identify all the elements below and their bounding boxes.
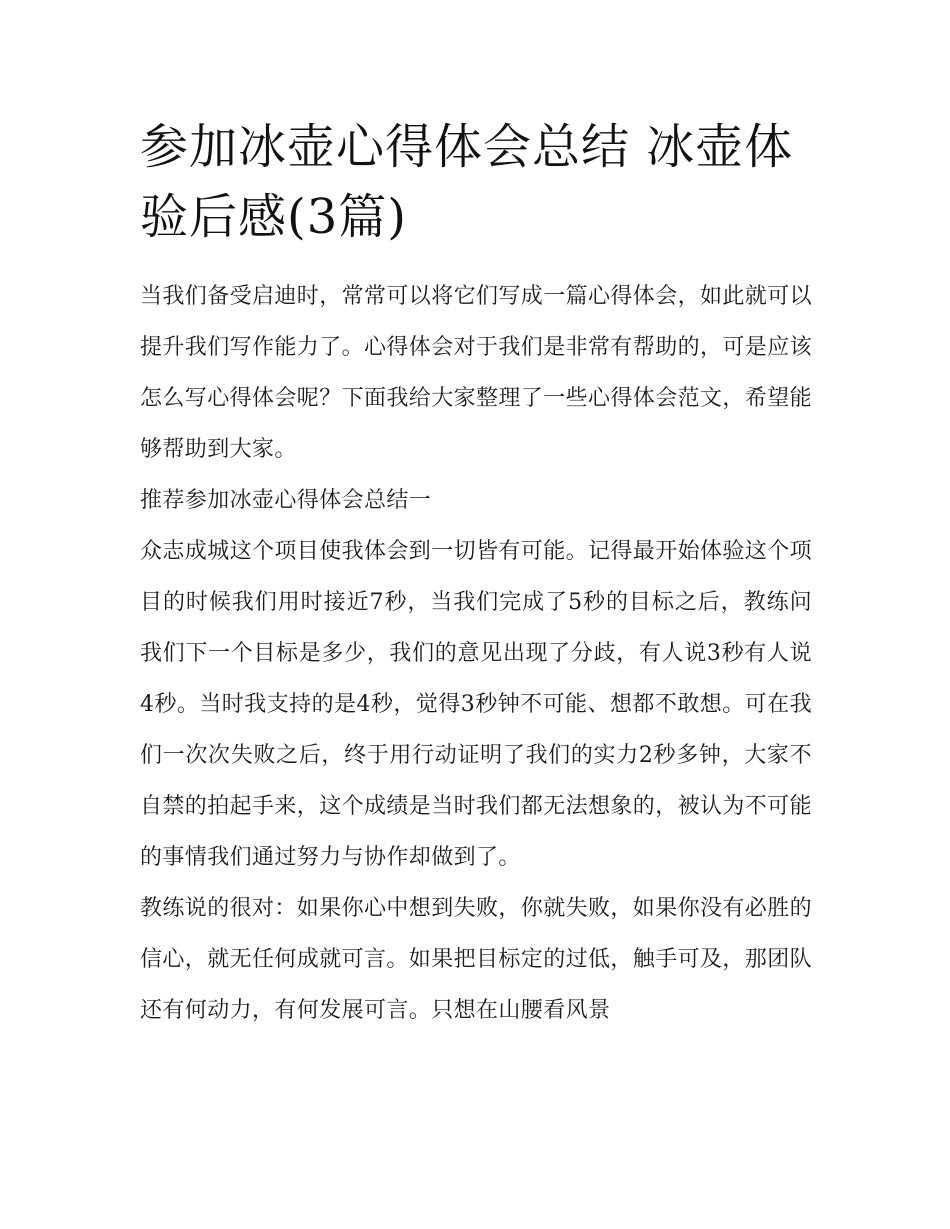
document-page xyxy=(140,112,812,1036)
section-heading: 推荐参加冰壶心得体会总结一 xyxy=(140,488,432,513)
body-paragraph: 众志成城这个项目使我体会到一切皆有可能。记得最开始体验这个项目的时候我们用时接近7秒，当我们完成了5秒的目标之后，教练问我们下一个目标是多少，我们的意见出现了分歧，有人说3秒有人说4秒。当时我支持的是4秒，觉得3秒钟不可能、想都不敢想。可在我们一次次失败之后，终于用行动证明了我们的实力2秒多钟，大家不自禁的拍起手来，这个成绩是当时我们都无法想象的，被认为不可能的事情我们通过努力与协作却做到了。 xyxy=(140,539,813,870)
document-title: 参加冰壶心得体会总结 冰壶体验后感(3篇) xyxy=(140,119,794,245)
intro-paragraph: 当我们备受启迪时，常常可以将它们写成一篇心得体会，如此就可以提升我们写作能力了。心得体会对于我们是非常有帮助的，可是应该怎么写心得体会呢？下面我给大家整理了一些心得体会范文，希望能够帮助到大家。 xyxy=(140,284,813,462)
body-paragraph: 教练说的很对：如果你心中想到失败，你就失败，如果你没有必胜的信心，就无任何成就可言。如果把目标定的过低，触手可及，那团队还有何动力，有何发展可言。只想在山腰看风景 xyxy=(140,896,813,1023)
